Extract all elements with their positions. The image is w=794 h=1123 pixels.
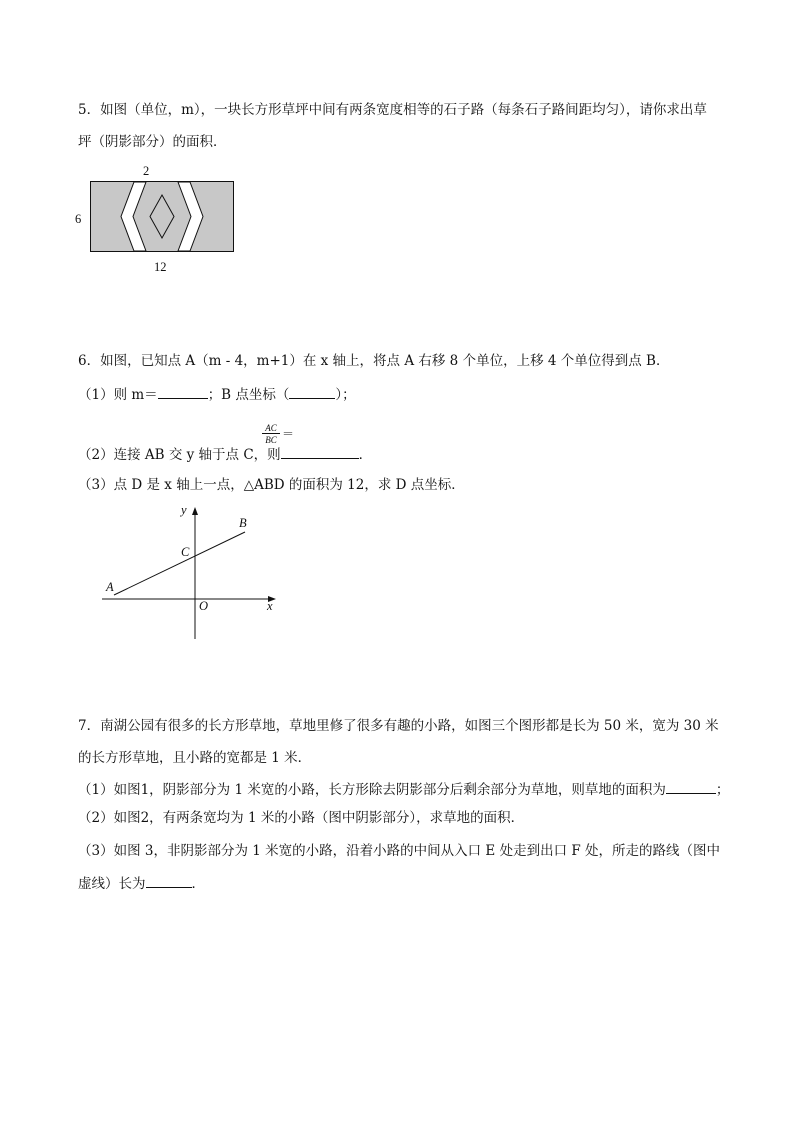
q6-part1 — [78, 384, 356, 404]
q7-part2: （2）如图2，有两条宽均为 1 米的小路（图中阴影部分），求草地的面积． — [78, 810, 525, 826]
q7-part4-text: 虚线）长为 — [78, 876, 146, 892]
q7-blank-route[interactable] — [146, 873, 192, 888]
q6-label-y: y — [181, 503, 187, 517]
q5-label-top: 2 — [143, 164, 150, 178]
q6-label-c: C — [181, 545, 190, 559]
q6-label-a: A — [106, 580, 114, 594]
q6-text-line1: 6．如图，已知点 A（m - 4，m+1）在 x 轴上，将点 A 右移 8 个单位，上移 4 个单位得到点 B． — [78, 353, 670, 369]
q6-blank-b-coord[interactable] — [289, 384, 335, 399]
q6-part2 — [78, 444, 372, 464]
q6-part2-text: （2）连接 AB 交 y 轴于点 C，则 — [78, 447, 281, 463]
q6-frac-eq: ＝ — [282, 427, 295, 441]
q7-part4-end: ． — [191, 876, 205, 892]
q5-label-left: 6 — [75, 212, 82, 226]
q7-part4 — [78, 873, 205, 893]
q5-text-line1: 5．如图（单位，m），一块长方形草坪中间有两条宽度相等的石子路（每条石子路间距均匀），请你求出草 — [78, 102, 707, 118]
line-ab — [114, 532, 245, 595]
q6-frac-den: BC — [265, 435, 277, 445]
q7-part3: （3）如图 3，非阴影部分为 1 米宽的小路，沿着小路的中间从入口 E 处走到出口 F 处，所走的路线（图中 — [78, 843, 721, 859]
q6-part2-end: ． — [358, 447, 373, 463]
q6-part1-a: （1）则 m＝ — [78, 387, 158, 403]
q6-label-x: x — [267, 599, 273, 613]
q6-label-b: B — [239, 516, 247, 530]
q6-part1-b: ；B 点坐标（ — [207, 387, 290, 403]
q6-coordinate-figure — [100, 505, 280, 645]
q7-blank-area[interactable] — [666, 779, 716, 794]
y-axis-arrow — [192, 507, 198, 515]
q6-part1-c: ）； — [335, 387, 356, 403]
q6-blank-m[interactable] — [158, 384, 208, 399]
q6-frac-num: AC — [262, 423, 280, 434]
q5-figure — [90, 181, 236, 253]
q7-part1-end: ； — [715, 782, 730, 798]
q6-part3: （3）点 D 是 x 轴上一点，△ABD 的面积为 12，求 D 点坐标． — [78, 477, 465, 493]
q7-part1 — [78, 779, 729, 799]
q6-blank-ratio[interactable] — [281, 444, 359, 459]
q7-part1-text: （1）如图1，阴影部分为 1 米宽的小路，长方形除去阴影部分后剩余部分为草地，则草地的面积为 — [78, 782, 666, 798]
q5-label-bottom: 12 — [154, 260, 167, 274]
q7-text-line2: 的长方形草地，且小路的宽都是 1 米． — [78, 750, 312, 766]
q6-label-o: O — [199, 599, 209, 613]
q5-text-line2: 坪（阴影部分）的面积． — [78, 134, 227, 150]
q7-text-line1: 7．南湖公园有很多的长方形草地，草地里修了很多有趣的小路，如图三个图形都是长为 50 米，宽为 30 米 — [78, 718, 719, 734]
